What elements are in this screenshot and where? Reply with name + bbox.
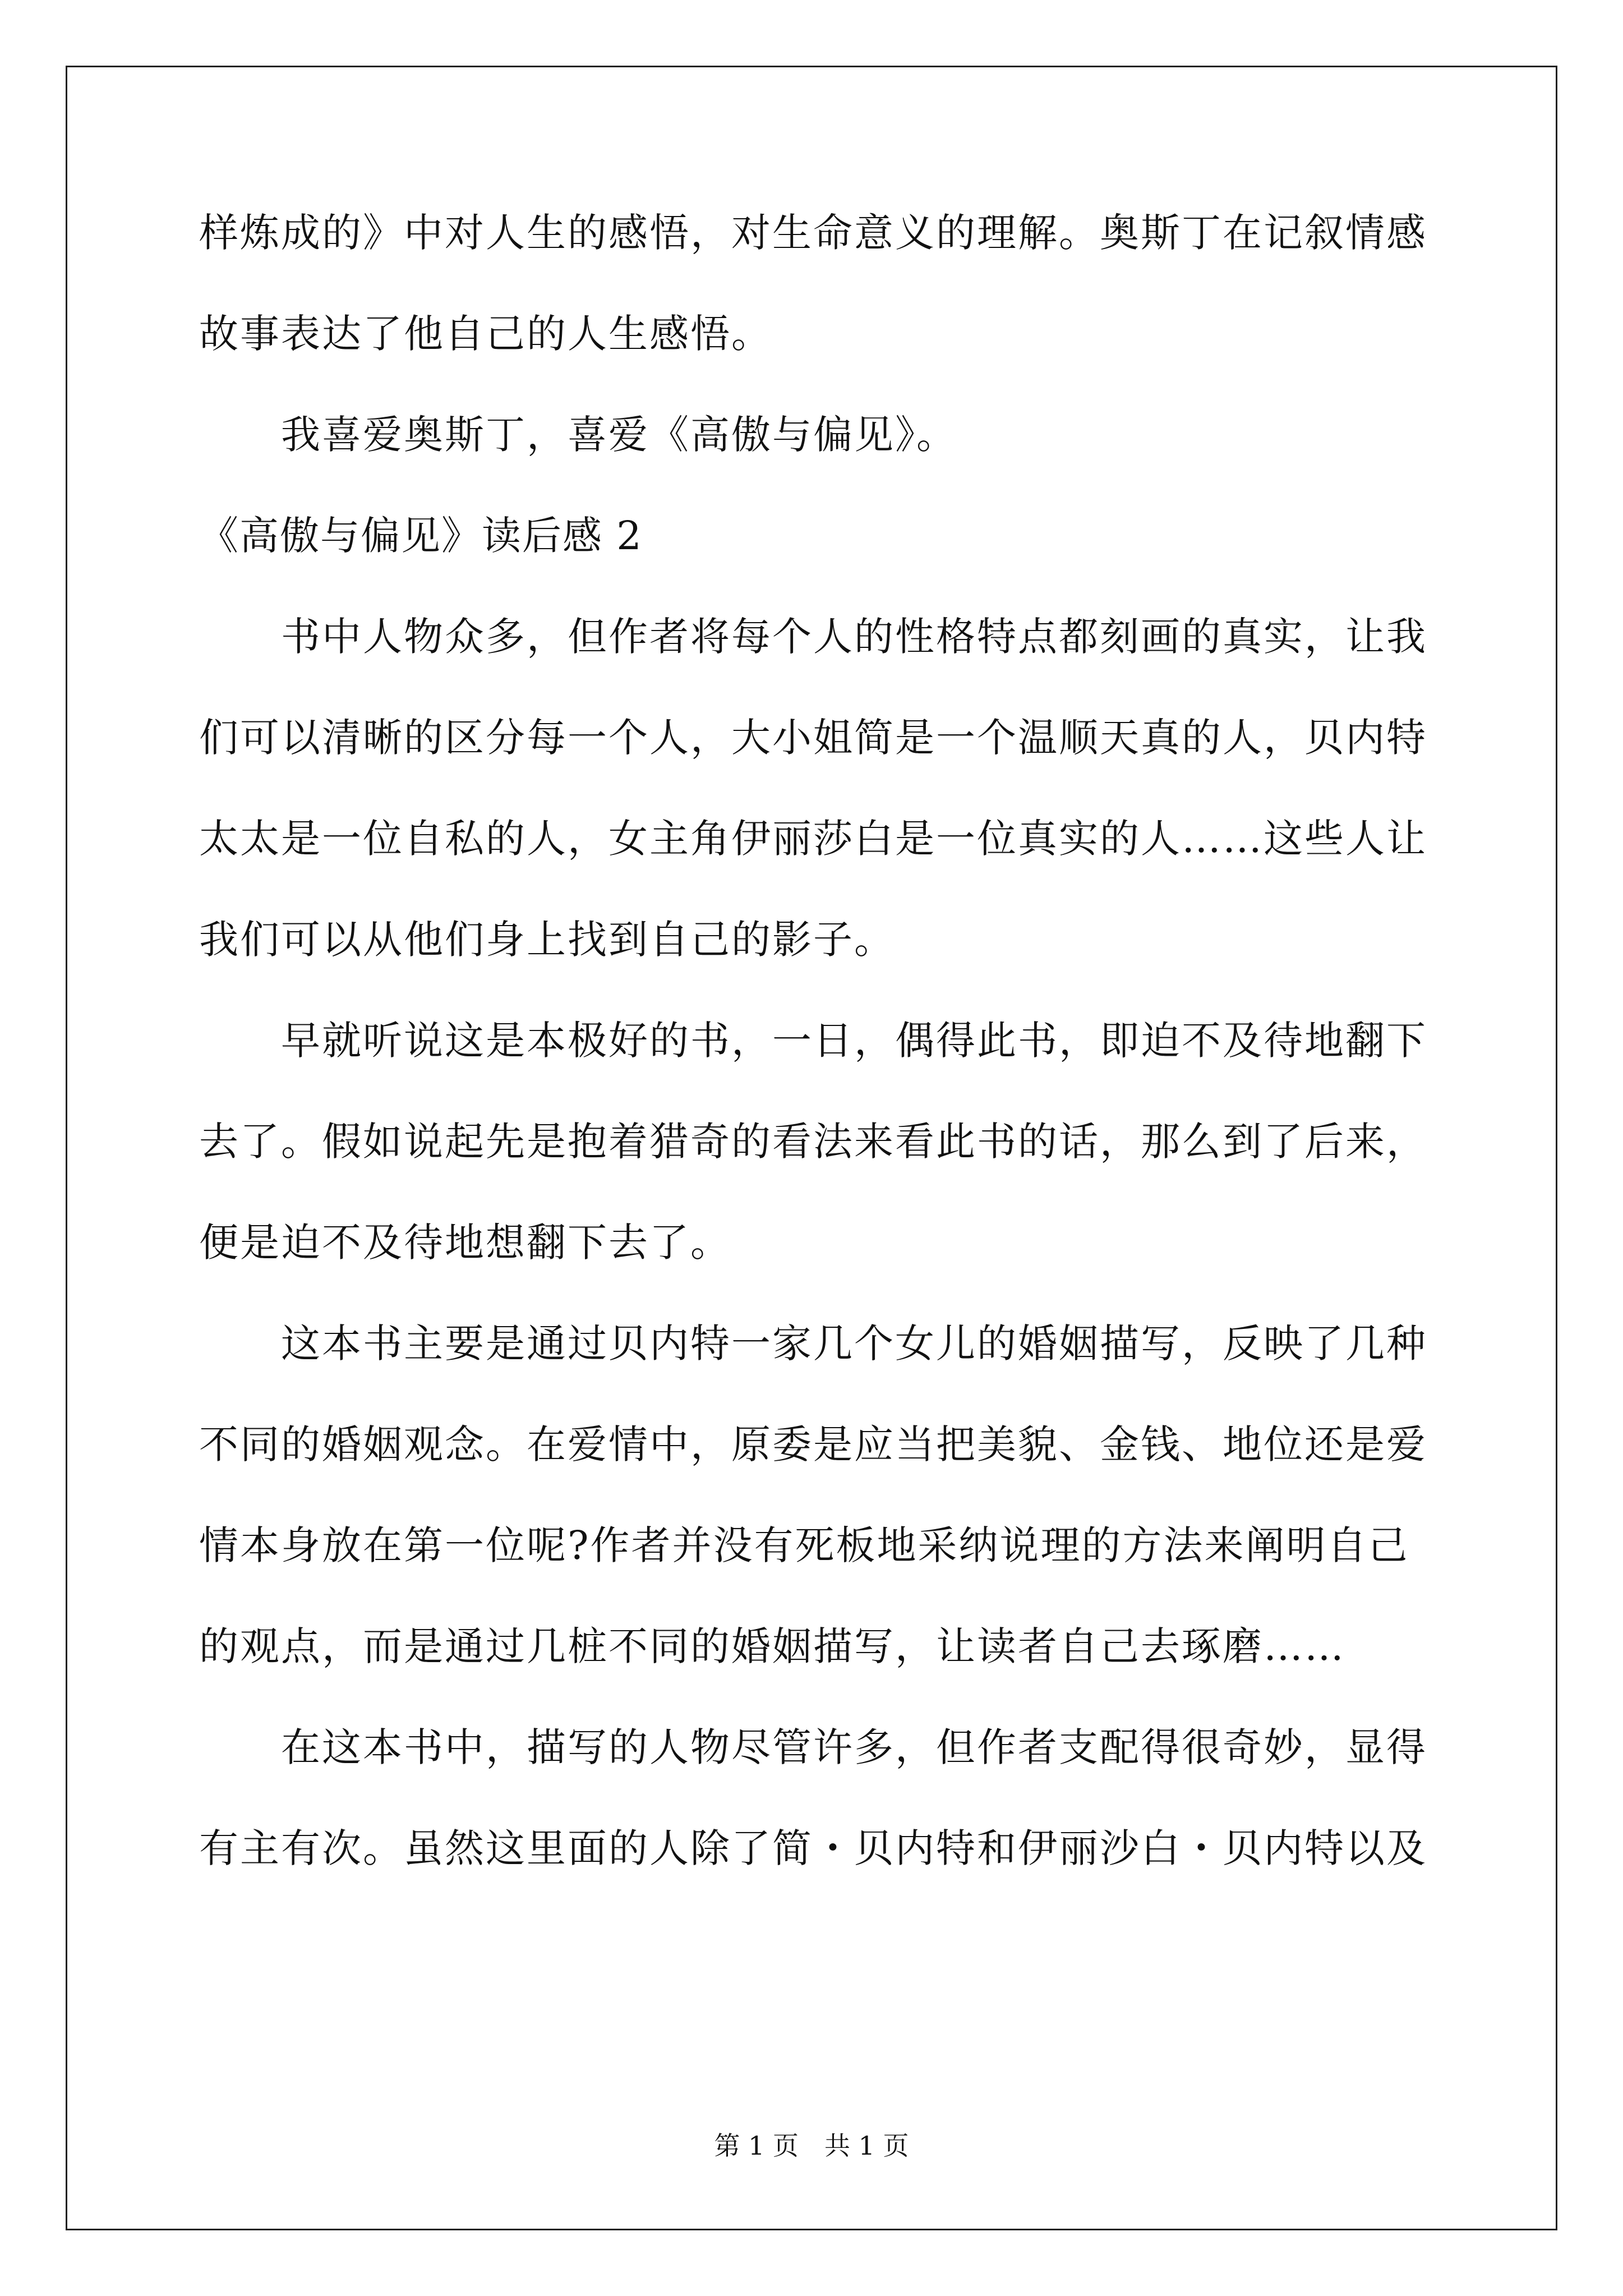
text-line: 我们可以从他们身上找到自己的影子。 (199, 917, 895, 963)
text-line: 在这本书中，描写的人物尽管许多，但作者支配得很奇妙，显得 (281, 1724, 1427, 1770)
text-line: 这本书主要是通过贝内特一家几个女儿的婚姻描写，反映了几种 (281, 1320, 1427, 1366)
text-line: 不同的婚姻观念。在爱情中，原委是应当把美貌、金钱、地位还是爱 (199, 1421, 1427, 1467)
document-body (199, 210, 1433, 1930)
text-line: 早就听说这是本极好的书，一日，偶得此书，即迫不及待地翻下 (281, 1018, 1427, 1064)
text-line: 样炼成的》中对人生的感悟，对生命意义的理解。奥斯丁在记叙情感 (199, 210, 1427, 256)
text-line: 有主有次。虽然这里面的人除了简・贝内特和伊丽沙白・贝内特以及 (199, 1825, 1427, 1871)
text-line: 去了。假如说起先是抱着猎奇的看法来看此书的话，那么到了后来， (199, 1119, 1427, 1165)
section-heading: 《高傲与偏见》读后感 2 (199, 513, 643, 559)
text-line: 的观点，而是通过几桩不同的婚姻描写，让读者自己去琢磨…… (199, 1623, 1345, 1669)
page-footer: 第 1 页 共 1 页 (714, 2131, 909, 2161)
text-line: 书中人物众多，但作者将每个人的性格特点都刻画的真实，让我 (281, 614, 1427, 660)
text-line: 情本身放在第一位呢?作者并没有死板地采纳说理的方法来阐明自己 (199, 1522, 1409, 1568)
text-line: 太太是一位自私的人，女主角伊丽莎白是一位真实的人……这些人让 (199, 816, 1427, 862)
text-line: 便是迫不及待地想翻下去了。 (199, 1220, 731, 1266)
text-line: 们可以清晰的区分每一个人，大小姐简是一个温顺天真的人，贝内特 (199, 715, 1427, 761)
text-line: 故事表达了他自己的人生感悟。 (199, 311, 772, 357)
text-line: 我喜爱奥斯丁，喜爱《高傲与偏见》。 (281, 412, 957, 458)
